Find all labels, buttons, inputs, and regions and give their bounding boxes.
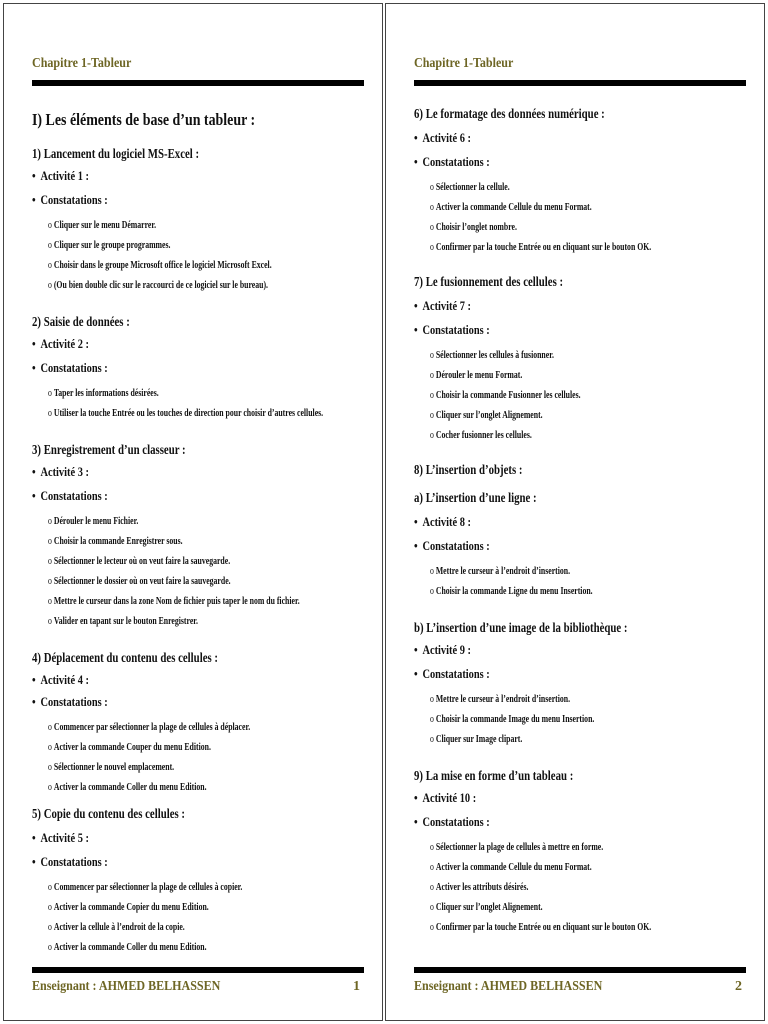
page-header-title: Chapitre 1-Tableur — [32, 56, 132, 71]
subsection-heading: 5) Copie du contenu des cellules : — [32, 806, 186, 821]
instruction-item: o Cliquer sur le groupe programmes. — [48, 240, 170, 251]
instruction-item: o Activer la commande Cellule du menu Format. — [430, 202, 592, 213]
instruction-item: o Dérouler le menu Fichier. — [48, 516, 138, 527]
instruction-item: o Sélectionner la cellule. — [430, 182, 510, 193]
instruction-item: o Dérouler le menu Format. — [430, 370, 522, 381]
footer-rule — [32, 967, 364, 973]
bullet-item: • Constatations : — [32, 192, 108, 208]
subsection-heading: b) L’insertion d’une image de la bibliothèque : — [414, 620, 628, 635]
instruction-item: o Choisir la commande Fusionner les cellules. — [430, 390, 581, 401]
instruction-item: o Choisir l’onglet nombre. — [430, 222, 517, 233]
subsection-heading: 1) Lancement du logiciel MS-Excel : — [32, 146, 200, 161]
subsection-heading: 3) Enregistrement d’un classeur : — [32, 442, 186, 457]
instruction-item: o Choisir la commande Ligne du menu Insertion. — [430, 586, 593, 597]
bullet-item: • Constatations : — [32, 694, 108, 710]
instruction-item: o Sélectionner le nouvel emplacement. — [48, 762, 174, 773]
bullet-item: • Activité 1 : — [32, 168, 89, 184]
subsection-heading: a) L’insertion d’une ligne : — [414, 490, 537, 505]
document-page-1 — [3, 3, 383, 1021]
instruction-item: o Activer la commande Copier du menu Edition. — [48, 902, 209, 913]
instruction-item: o Sélectionner le lecteur où on veut faire la sauvegarde. — [48, 556, 230, 567]
subsection-heading: 7) Le fusionnement des cellules : — [414, 274, 564, 289]
document-page-2 — [385, 3, 765, 1021]
instruction-item: o Activer la commande Cellule du menu Format. — [430, 862, 592, 873]
bullet-item: • Activité 8 : — [414, 514, 471, 530]
bullet-item: • Constatations : — [32, 854, 108, 870]
bullet-item: • Activité 7 : — [414, 298, 471, 314]
instruction-item: o Sélectionner la plage de cellules à mettre en forme. — [430, 842, 603, 853]
instruction-item: o Activer la commande Couper du menu Edition. — [48, 742, 211, 753]
section-heading: I) Les éléments de base d’un tableur : — [32, 110, 256, 129]
bullet-item: • Constatations : — [414, 538, 490, 554]
bullet-item: • Constatations : — [32, 488, 108, 504]
bullet-item: • Activité 5 : — [32, 830, 89, 846]
instruction-item: o Sélectionner le dossier où on veut faire la sauvegarde. — [48, 576, 231, 587]
instruction-item: o Mettre le curseur dans la zone Nom de fichier puis taper le nom du fichier. — [48, 596, 300, 607]
header-rule — [32, 80, 364, 86]
page-header-title: Chapitre 1-Tableur — [414, 56, 514, 71]
bullet-item: • Activité 4 : — [32, 672, 89, 688]
bullet-item: • Activité 9 : — [414, 642, 471, 658]
instruction-item: o Choisir la commande Image du menu Insertion. — [430, 714, 594, 725]
instruction-item: o Choisir la commande Enregistrer sous. — [48, 536, 183, 547]
instruction-item: o Mettre le curseur à l’endroit d’insertion. — [430, 566, 570, 577]
header-rule — [414, 80, 746, 86]
instruction-item: o Cliquer sur Image clipart. — [430, 734, 522, 745]
instruction-item: o Cliquer sur l’onglet Alignement. — [430, 410, 543, 421]
subsection-heading: 6) Le formatage des données numérique : — [414, 106, 605, 121]
instruction-item: o Valider en tapant sur le bouton Enregistrer. — [48, 616, 198, 627]
bullet-item: • Activité 2 : — [32, 336, 89, 352]
bullet-item: • Constatations : — [414, 154, 490, 170]
bullet-item: • Activité 3 : — [32, 464, 89, 480]
instruction-item: o Confirmer par la touche Entrée ou en cliquant sur le bouton OK. — [430, 242, 651, 253]
instruction-item: o Activer la commande Coller du menu Edition. — [48, 782, 207, 793]
instruction-item: o Activer la commande Coller du menu Edition. — [48, 942, 207, 953]
subsection-heading: 9) La mise en forme d’un tableau : — [414, 768, 574, 783]
bullet-item: • Constatations : — [414, 666, 490, 682]
subsection-heading: 4) Déplacement du contenu des cellules : — [32, 650, 218, 665]
instruction-item: o Taper les informations désirées. — [48, 388, 159, 399]
instruction-item: o Cocher fusionner les cellules. — [430, 430, 532, 441]
bullet-item: • Constatations : — [414, 814, 490, 830]
page-number: 2 — [735, 979, 742, 994]
instruction-item: o Choisir dans le groupe Microsoft office le logiciel Microsoft Excel. — [48, 260, 272, 271]
page-number: 1 — [353, 979, 360, 994]
bullet-item: • Constatations : — [414, 322, 490, 338]
instruction-item: o (Ou bien double clic sur le raccourci de ce logiciel sur le bureau). — [48, 280, 268, 291]
instruction-item: o Cliquer sur le menu Démarrer. — [48, 220, 156, 231]
instruction-item: o Utiliser la touche Entrée ou les touches de direction pour choisir d’autres cellules. — [48, 408, 323, 419]
bullet-item: • Activité 10 : — [414, 790, 476, 806]
bullet-item: • Activité 6 : — [414, 130, 471, 146]
bullet-item: • Constatations : — [32, 360, 108, 376]
instruction-item: o Confirmer par la touche Entrée ou en cliquant sur le bouton OK. — [430, 922, 651, 933]
subsection-heading: 8) L’insertion d’objets : — [414, 462, 523, 477]
subsection-heading: 2) Saisie de données : — [32, 314, 130, 329]
instruction-item: o Mettre le curseur à l’endroit d’insertion. — [430, 694, 570, 705]
footer-teacher: Enseignant : AHMED BELHASSEN — [32, 979, 221, 994]
instruction-item: o Cliquer sur l’onglet Alignement. — [430, 902, 543, 913]
footer-teacher: Enseignant : AHMED BELHASSEN — [414, 979, 603, 994]
instruction-item: o Activer la cellule à l’endroit de la copie. — [48, 922, 185, 933]
footer-rule — [414, 967, 746, 973]
instruction-item: o Activer les attributs désirés. — [430, 882, 528, 893]
instruction-item: o Commencer par sélectionner la plage de cellules à copier. — [48, 882, 242, 893]
instruction-item: o Commencer par sélectionner la plage de cellules à déplacer. — [48, 722, 250, 733]
instruction-item: o Sélectionner les cellules à fusionner. — [430, 350, 554, 361]
